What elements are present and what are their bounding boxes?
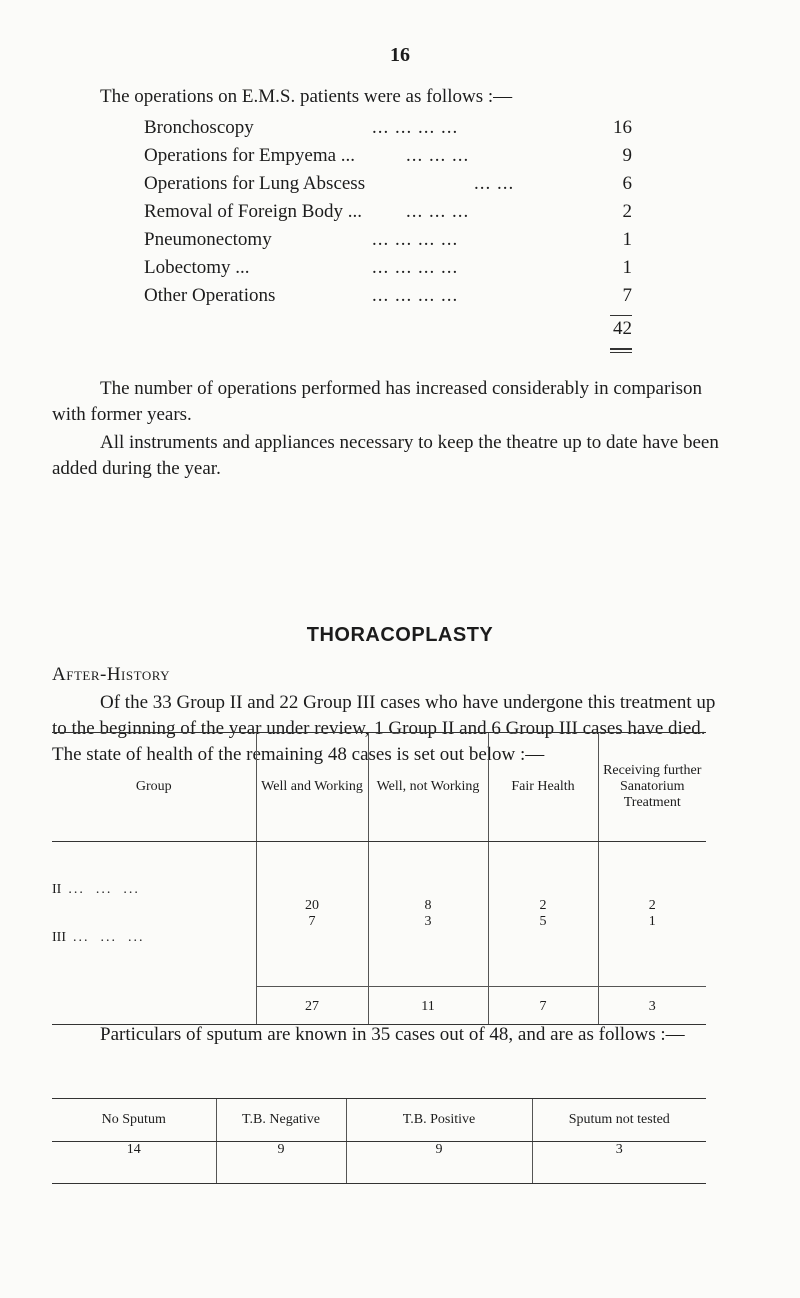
total-double-rule [610,348,632,350]
table-cell: 3 [532,1142,706,1184]
column-header: T.B. Negative [216,1099,346,1142]
operation-row [144,173,632,201]
operations-total: 42 [613,318,632,339]
operation-count: 9 [622,145,632,166]
column-header: Fair Health [488,733,598,842]
operation-name: Other Operations [144,285,276,306]
paragraph-instruments: All instruments and appliances necessary to keep the theatre up to date have been added during the year. [52,432,719,479]
table-cell [598,842,706,987]
leader-dots: ... ... ... [73,930,145,945]
leader-dots: ... ... [474,173,515,194]
operation-count: 7 [622,285,632,306]
total-cell: 3 [598,986,706,1024]
operation-name: Pneumonectomy [144,229,272,250]
operations-intro: The operations on E.M.S. patients were as follows :— [100,86,513,107]
operation-name: Operations for Empyema ... [144,145,356,166]
leader-dots: ... ... ... ... [372,257,459,278]
cell-value: 7 [308,913,316,929]
table-header-row [52,733,706,842]
column-header: T.B. Positive [346,1099,532,1142]
operation-name: Removal of Foreign Body ... [144,201,362,222]
operation-name: Bronchoscopy [144,117,254,138]
leader-dots: ... ... ... [68,882,140,897]
total-cell: 7 [488,986,598,1024]
table-row [52,1142,706,1184]
table-row [52,842,706,987]
operation-row [144,201,632,229]
cell-value: 5 [539,913,547,929]
sputum-table [52,1098,706,1184]
group-cell [52,842,256,987]
operation-name: Operations for Lung Abscess [144,173,366,194]
column-header: Receiving further Sanatorium Treatment [598,733,706,842]
leader-dots: ... ... ... [406,201,470,222]
section-heading: THORACOPLASTY [306,624,494,646]
cell-value: 20 [305,897,319,913]
total-cell: 11 [368,986,488,1024]
thoracoplasty-table [52,732,706,1025]
totals-row [52,986,706,1024]
paragraph-sputum: Particulars of sputum are known in 35 cases out of 48, and are as follows :— [100,1024,685,1045]
cell-value: 1 [648,913,656,929]
leader-dots: ... ... ... ... [372,117,459,138]
group-label: III [52,930,66,945]
total-double-rule [610,352,632,353]
table-cell: 9 [216,1142,346,1184]
table-cell: 14 [52,1142,216,1184]
sum-rule [610,315,632,316]
operation-row [144,117,632,145]
table-header-row [52,1099,706,1142]
column-header: Well and Working [256,733,368,842]
leader-dots: ... ... ... ... [372,285,459,306]
leader-dots: ... ... ... ... [372,229,459,250]
subheading: After-History [52,664,171,685]
column-header: Group [52,733,256,842]
paragraph-after-history: Of the 33 Group II and 22 Group III cases who have undergone this treatment up to the beginning of the year under review, 1 Group II and 6 Group III cases have died. The state of health of the remaining 48 cases is set out below :— [52,692,716,765]
empty-cell [52,986,256,1024]
operation-row [144,285,632,313]
operation-row [144,145,632,173]
operation-row [144,229,632,257]
group-label: II [52,882,62,897]
column-header: No Sputum [52,1099,216,1142]
column-header: Sputum not tested [532,1099,706,1142]
operation-count: 6 [622,173,632,194]
operation-row [144,257,632,285]
operation-name: Lobectomy ... [144,257,250,278]
operation-count: 1 [622,257,632,278]
operation-count: 16 [613,117,632,138]
page-number: 16 [390,44,410,66]
cell-value: 3 [424,913,432,929]
cell-value: 2 [539,897,547,913]
table-cell [488,842,598,987]
operation-count: 1 [622,229,632,250]
table-cell [368,842,488,987]
cell-value: 2 [648,897,656,913]
operation-count: 2 [622,201,632,222]
column-header: Well, not Working [368,733,488,842]
cell-value: 8 [424,897,432,913]
paragraph-operations-increase: The number of operations performed has increased considerably in comparison with former years. [52,378,702,425]
table-cell: 9 [346,1142,532,1184]
leader-dots: ... ... ... [406,145,470,166]
table-cell [256,842,368,987]
total-cell: 27 [256,986,368,1024]
